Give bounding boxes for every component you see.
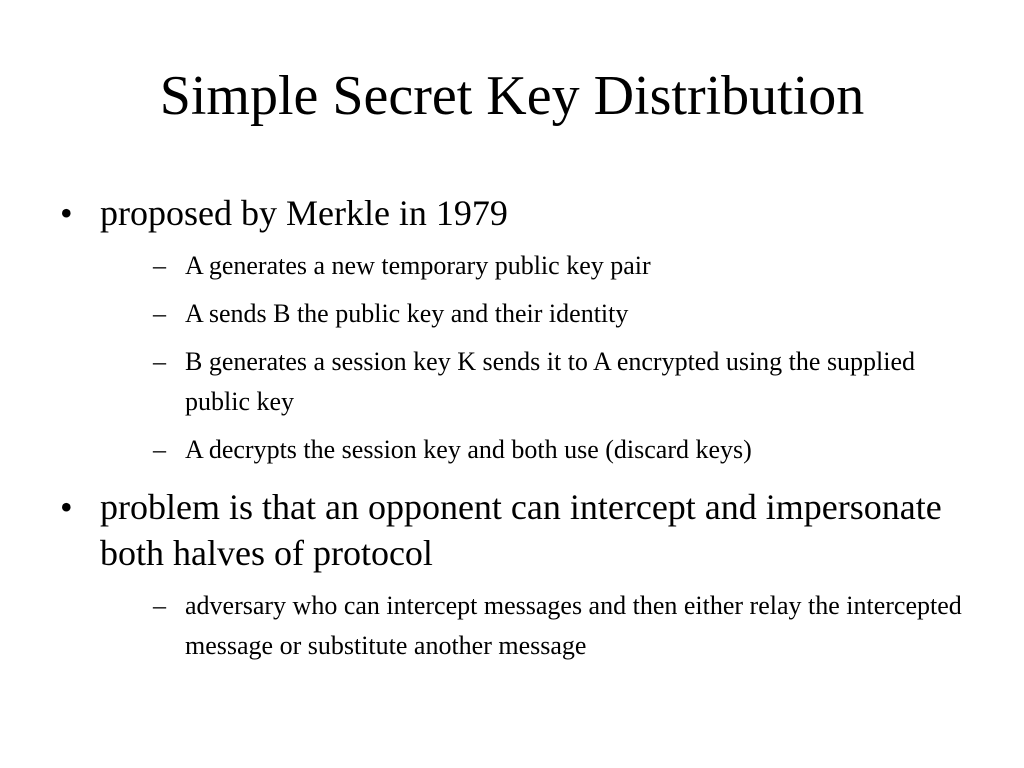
bullet-text: proposed by Merkle in 1979: [100, 193, 508, 233]
slide-title: Simple Secret Key Distribution: [159, 65, 865, 127]
sub-bullet-item: [100, 586, 980, 666]
slide-content: [60, 190, 980, 680]
sub-bullet-item: [100, 294, 980, 334]
dash-icon: –: [153, 251, 166, 280]
dash-icon: –: [153, 435, 166, 464]
dash-icon: –: [153, 299, 166, 328]
sub-bullet-text: adversary who can intercept messages and then either relay the intercepted message or substitute another message: [185, 591, 962, 660]
sub-bullet-item: [100, 430, 980, 470]
bullet-text: problem is that an opponent can intercept and impersonate both halves of protocol: [100, 487, 942, 573]
bullet-dot-icon: •: [60, 193, 73, 233]
sub-bullet-item: [100, 246, 980, 286]
dash-icon: –: [153, 591, 166, 620]
sub-bullet-text: B generates a session key K sends it to A encrypted using the supplied public key: [185, 347, 916, 416]
dash-icon: –: [153, 347, 166, 376]
sub-bullet-text: A sends B the public key and their identity: [185, 299, 629, 328]
bullet-item: [60, 484, 980, 666]
sub-bullet-text: A decrypts the session key and both use (discard keys): [185, 435, 752, 464]
sub-bullet-item: [100, 342, 980, 422]
bullet-dot-icon: •: [60, 487, 73, 527]
sub-bullet-text: A generates a new temporary public key pair: [185, 251, 651, 280]
sub-list: [100, 586, 980, 666]
bullet-item: [60, 190, 980, 470]
sub-list: [100, 246, 980, 470]
